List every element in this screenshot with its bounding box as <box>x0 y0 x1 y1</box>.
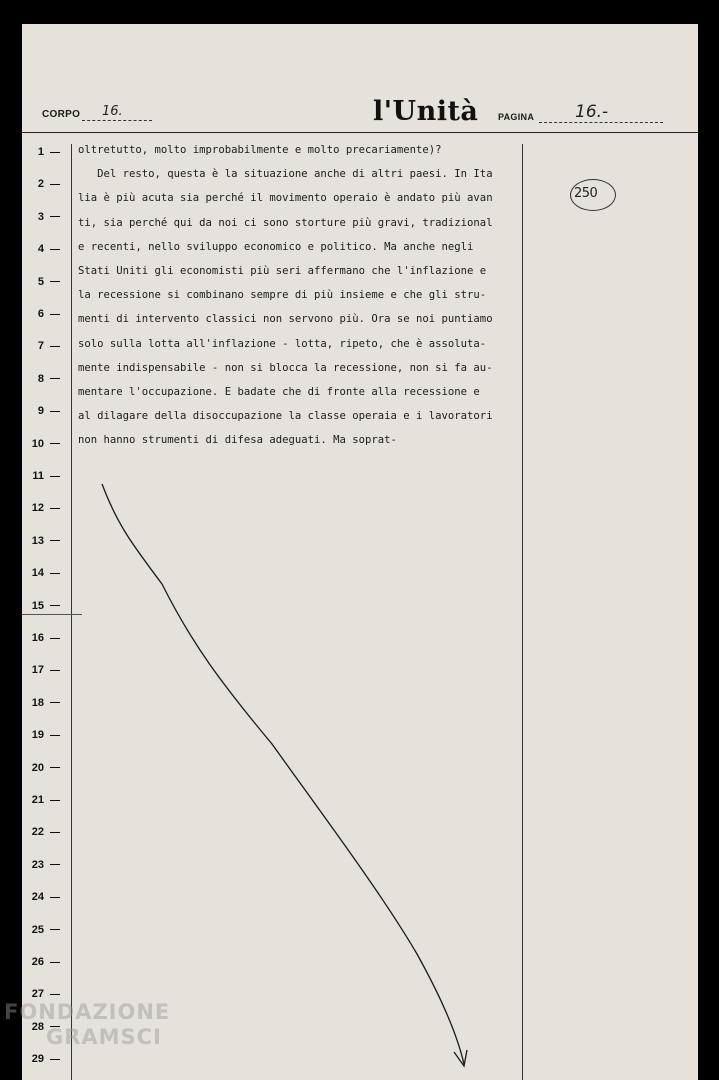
text-line: solo sulla lotta all'inflazione - lotta, ripeto, che è assoluta- <box>78 337 487 350</box>
line-number: 3 <box>22 211 64 223</box>
line-number: 7 <box>22 340 64 352</box>
line-number: 25 <box>22 924 64 936</box>
line-number: 21 <box>22 794 64 806</box>
line-number: 23 <box>22 859 64 871</box>
pagina-value: 16.- <box>575 102 609 122</box>
text-line: lia è più acuta sia perché il movimento operaio è andato più avan <box>78 192 493 205</box>
archive-watermark <box>4 1000 170 1050</box>
line-number: 22 <box>22 826 64 838</box>
text-line: menti di intervento classici non servono più. Ora se noi puntiamo <box>78 313 493 326</box>
line-number: 15 <box>22 600 64 612</box>
line-number: 1 <box>22 146 64 158</box>
line-number: 10 <box>22 438 64 450</box>
text-line: Del resto, questa è la situazione anche di altri paesi. In Ita <box>78 168 493 181</box>
page-stamp-number: 250 <box>574 186 598 201</box>
text-line: Stati Uniti gli economisti più seri affermano che l'inflazione e <box>78 265 487 277</box>
watermark-line-2: GRAMSCI <box>46 1025 162 1049</box>
text-line: e recenti, nello sviluppo economico e politico. Ma anche negli <box>78 240 474 253</box>
newspaper-logo: l'Unità <box>373 96 479 127</box>
line-number: 29 <box>22 1053 64 1065</box>
pagina-label: PAGINA <box>498 112 535 122</box>
text-line: la recessione si combinano sempre di più insieme e che gli stru- <box>78 289 487 302</box>
line-number: 13 <box>22 535 64 547</box>
line-number: 18 <box>22 697 64 709</box>
corpo-label: CORPO <box>42 109 81 120</box>
typescript-page <box>22 24 698 1080</box>
text-line: mentare l'occupazione. E badate che di fronte alla recessione e <box>78 386 480 398</box>
line-number: 26 <box>22 956 64 968</box>
line-number: 28 <box>22 1021 64 1033</box>
line-number: 12 <box>22 502 64 514</box>
line-number: 16 <box>22 632 64 644</box>
text-line: non hanno strumenti di difesa adeguati. Ma soprat- <box>78 434 397 447</box>
line-number: 6 <box>22 308 64 320</box>
line-number: 17 <box>22 664 64 676</box>
line-number: 9 <box>22 405 64 417</box>
corpo-value: 16. <box>102 104 123 119</box>
text-line: oltretutto, molto improbabilmente e molto precariamente)? <box>78 144 442 156</box>
line-number: 27 <box>22 988 64 1000</box>
text-line: al dilagare della disoccupazione la classe operaia e i lavoratori <box>78 410 493 423</box>
text-line: ti, sia perché qui da noi ci sono storture più gravi, tradizional <box>78 216 493 229</box>
line-number: 2 <box>22 178 64 190</box>
text-line: mente indispensabile - non si blocca la recessione, non si fa au- <box>78 361 493 374</box>
cancel-arrow-icon <box>22 24 698 1080</box>
line-number: 11 <box>22 470 64 482</box>
line-number: 5 <box>22 276 64 288</box>
line-number: 24 <box>22 891 64 903</box>
line-number: 20 <box>22 762 64 774</box>
line-number: 19 <box>22 729 64 741</box>
line-number: 4 <box>22 243 64 255</box>
watermark-line-1: FONDAZIONE <box>4 1000 171 1024</box>
line-number: 8 <box>22 373 64 385</box>
line-number: 14 <box>22 567 64 579</box>
